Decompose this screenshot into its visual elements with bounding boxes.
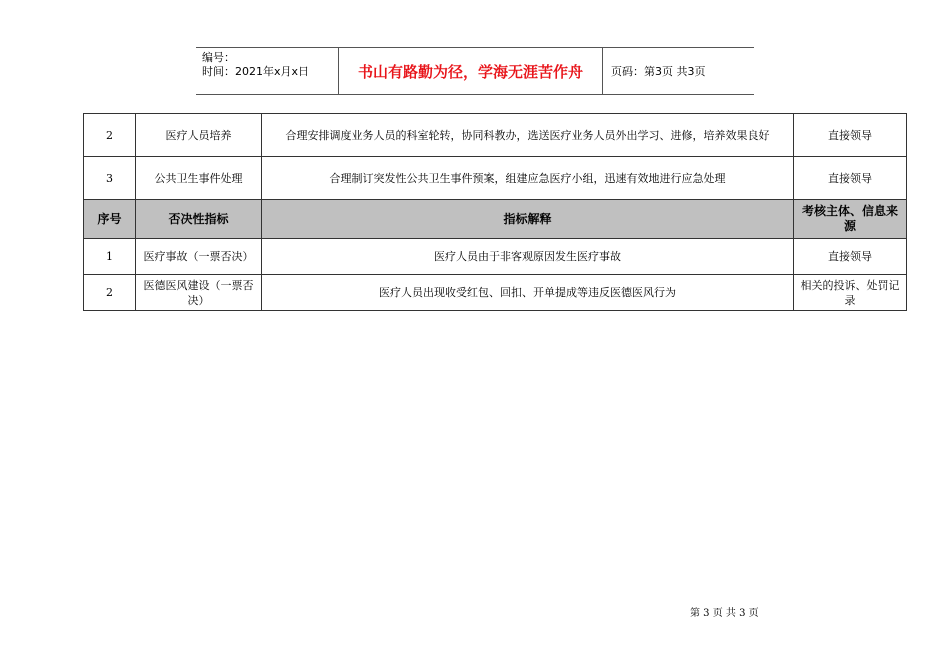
indicator-description: 合理制订突发性公共卫生事件预案，组建应急医疗小组，迅速有效地进行应急处理 bbox=[262, 157, 794, 200]
indicator-source: 直接领导 bbox=[794, 114, 907, 157]
indicator-source: 直接领导 bbox=[794, 239, 907, 275]
number-label: 编号： bbox=[202, 51, 235, 64]
header-no: 序号 bbox=[84, 200, 136, 239]
header-source: 考核主体、信息来源 bbox=[794, 200, 907, 239]
table-row bbox=[84, 157, 907, 200]
page-header bbox=[196, 47, 754, 95]
header-desc: 指标解释 bbox=[262, 200, 794, 239]
header-info bbox=[196, 48, 339, 94]
header-item: 否决性指标 bbox=[136, 200, 262, 239]
header-page-number: 页码：第3页 共3页 bbox=[611, 65, 706, 78]
table-header-row bbox=[84, 200, 907, 239]
indicator-source: 直接领导 bbox=[794, 157, 907, 200]
page-footer: 第 3 页 共 3 页 bbox=[690, 608, 759, 619]
evaluation-table bbox=[83, 113, 907, 311]
row-number: 2 bbox=[84, 275, 136, 311]
indicator-name: 医德医风建设（一票否决） bbox=[136, 275, 262, 311]
indicator-name: 公共卫生事件处理 bbox=[136, 157, 262, 200]
row-number: 3 bbox=[84, 157, 136, 200]
row-number: 1 bbox=[84, 239, 136, 275]
indicator-description: 医疗人员由于非客观原因发生医疗事故 bbox=[262, 239, 794, 275]
table-row bbox=[84, 275, 907, 311]
indicator-name: 医疗人员培养 bbox=[136, 114, 262, 157]
indicator-source: 相关的投诉、处罚记录 bbox=[794, 275, 907, 311]
indicator-description: 医疗人员出现收受红包、回扣、开单提成等违反医德医风行为 bbox=[262, 275, 794, 311]
table-row bbox=[84, 114, 907, 157]
indicator-name: 医疗事故（一票否决） bbox=[136, 239, 262, 275]
row-number: 2 bbox=[84, 114, 136, 157]
header-motto: 书山有路勤为径，学海无涯苦作舟 bbox=[339, 48, 603, 94]
table-row bbox=[84, 239, 907, 275]
time-label: 时间：2021年x月x日 bbox=[202, 65, 310, 78]
indicator-description: 合理安排调度业务人员的科室轮转，协同科教办，选送医疗业务人员外出学习、进修，培养效果良好 bbox=[262, 114, 794, 157]
